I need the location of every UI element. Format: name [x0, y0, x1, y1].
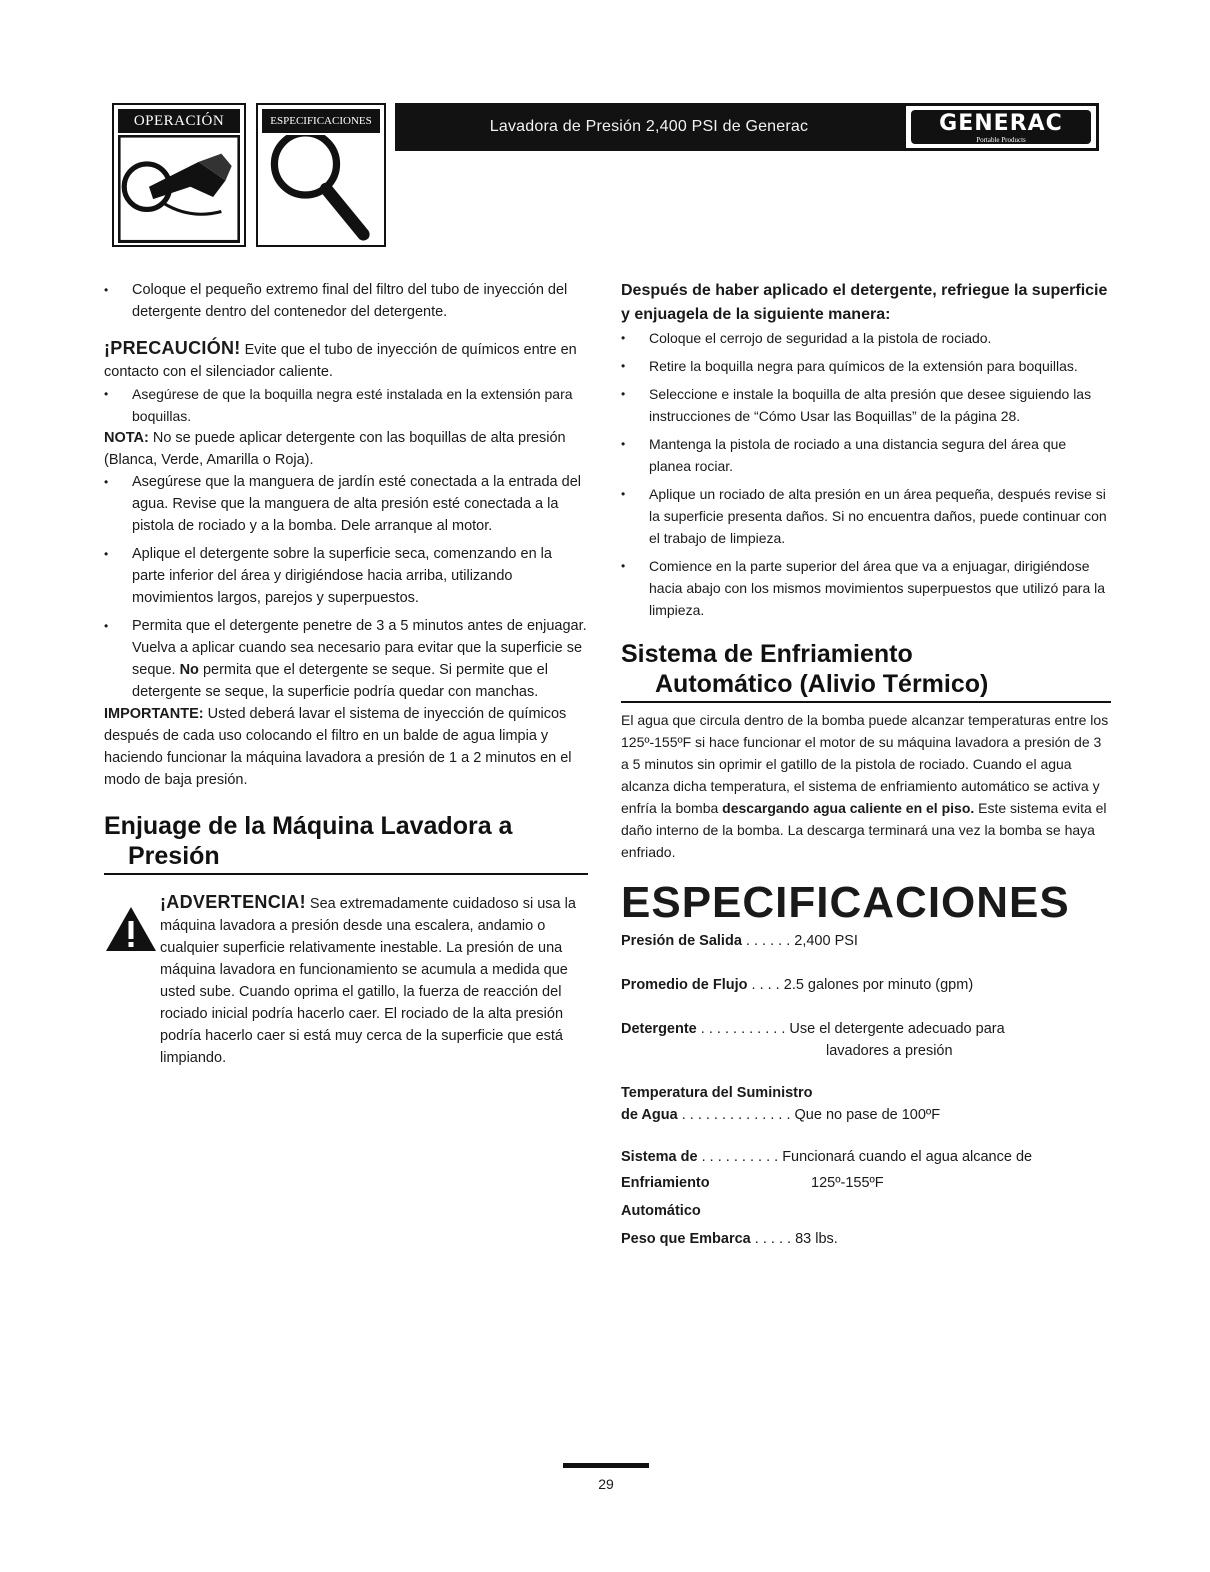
spec-peso — [621, 1225, 1111, 1253]
spec-label: Presión de Salida — [621, 933, 742, 949]
heading-line: Enjuage de la Máquina Lavadora a — [104, 812, 513, 840]
list-item-text: permita que el detergente se seque. Si permite que el detergente se seque, la superficie podría quedar con manchas. — [132, 662, 548, 700]
right-column — [621, 279, 1111, 1253]
spec-label: Sistema de — [621, 1149, 698, 1165]
caution-label: ¡PRECAUCIÓN! — [104, 338, 241, 358]
spec-presion-salida — [621, 929, 1111, 953]
cooling-text: El agua que circula dentro de la bomba puede alcanzar temperaturas entre los 125º-155ºF si hace funcionar el motor de su máquina lavadora a presión de 3 a 5 minutos sin oprimir el gatillo de la pistola de rociado. Cuando el agua alcanza dicha temperatura, el sistema de enfriamiento automático se activa y enfría la bomba — [621, 712, 1109, 816]
spec-label: Temperatura del Suministro — [621, 1085, 813, 1101]
cooling-text: Este sistema evita el daño interno de la bomba. La descarga terminará una vez la bomba se haya enfriado. — [621, 800, 1107, 860]
spec-sistema-cont — [621, 1169, 1111, 1197]
list-item: • Asegúrese de que la boquilla negra esté instalada en la extensión para boquillas. — [104, 383, 588, 427]
nota-paragraph — [104, 427, 588, 471]
spec-promedio-flujo — [621, 973, 1111, 997]
spec-value: 2.5 galones por minuto (gpm) — [783, 977, 974, 993]
page-number: 29 — [598, 1476, 614, 1492]
list-item: • Aplique un rociado de alta presión en un área pequeña, después revise si la superficie presenta daños. Si no encuentra daños, puede continuar con el trabajo de limpieza. — [621, 483, 1111, 549]
spec-temperatura — [621, 1081, 1111, 1105]
spec-label: de Agua — [621, 1107, 678, 1123]
list-item: • Coloque el cerrojo de seguridad a la pistola de rociado. — [621, 327, 1111, 349]
list-item: • Comience en la parte superior del área que va a enjuagar, dirigiéndose hacia abajo con los mismos movimientos superpuestos que utilizó para la limpieza. — [621, 555, 1111, 621]
spec-value: 2,400 PSI — [794, 933, 858, 949]
spec-value: Que no pase de 100ºF — [794, 1107, 941, 1123]
spec-temperatura-cont — [621, 1105, 1111, 1125]
apply-steps-list — [104, 471, 588, 703]
importante-paragraph — [104, 703, 588, 791]
scrub-steps-list — [621, 327, 1111, 621]
spec-value: Funcionará cuando el agua alcance de — [782, 1149, 1033, 1165]
cooling-paragraph — [621, 709, 1111, 863]
document-title-bar: Lavadora de Presión 2,400 PSI de Generac — [395, 103, 903, 151]
spec-value: 83 lbs. — [795, 1231, 838, 1247]
spec-value: 125º-155ºF — [811, 1175, 884, 1191]
spec-value: Use el detergente adecuado para — [789, 1021, 1005, 1037]
list-item-text: Permita que el detergente penetre de 3 a 5 minutos antes de enjuagar. Vuelva a aplicar cuando sea necesario para evitar que la superficie se seque. — [132, 618, 587, 678]
spec-leader-dots: . . . . . . . . . . — [697, 1149, 783, 1165]
spec-label: Detergente — [621, 1021, 697, 1037]
list-item: • Asegúrese que la manguera de jardín esté conectada a la entrada del agua. Revise que la manguera de alta presión esté conectada a la pistola de rociado y a la bomba. Dele arranque al motor. — [104, 471, 588, 537]
caution-paragraph — [104, 337, 588, 383]
left-column — [104, 279, 588, 1069]
importante-label: IMPORTANTE: — [104, 706, 204, 722]
rinse-section-heading — [104, 811, 588, 875]
operacion-tab-icon — [112, 103, 246, 247]
list-item: • Mantenga la pistola de rociado a una distancia segura del área que planea rociar. — [621, 433, 1111, 477]
spec-detergente-cont: lavadores a presión — [826, 1043, 953, 1059]
heading-line: Automático (Alivio Térmico) — [655, 670, 989, 698]
especificaciones-tab-label: ESPECIFICACIONES — [262, 109, 380, 133]
magnifier-icon — [262, 135, 380, 243]
spec-leader-dots: . . . . . . — [741, 933, 795, 949]
spec-leader-dots: . . . . . . . . . . . . . . — [677, 1107, 795, 1123]
spray-gun-icon — [118, 135, 240, 243]
spec-leader-dots: . . . . . . . . . . . — [696, 1021, 790, 1037]
specs-table — [621, 929, 1111, 1253]
scrub-heading: Después de haber aplicado el detergente, refriegue la superficie y enjuagela de la siguiente manera: — [621, 282, 1108, 323]
list-item: • Seleccione e instale la boquilla de alta presión que desee siguiendo las instrucciones de “Cómo Usar las Boquillas” de la página 28. — [621, 383, 1111, 427]
spec-label: Promedio de Flujo — [621, 977, 748, 993]
spec-label: Automático — [621, 1203, 701, 1219]
nozzle-list — [104, 383, 588, 427]
list-item: • Aplique el detergente sobre la superficie seca, comenzando en la parte inferior del área y dirigiéndose hacia arriba, utilizando movimientos largos, parejos y superpuestos. — [104, 543, 588, 609]
page-number-bar — [563, 1463, 649, 1468]
logo-text: GENERAC — [939, 111, 1063, 136]
spec-sistema-cont2 — [621, 1197, 1111, 1225]
nota-text: No se puede aplicar detergente con las boquillas de alta presión (Blanca, Verde, Amarilla o Roja). — [104, 430, 566, 468]
spec-leader-dots: . . . . — [747, 977, 784, 993]
detergent-setup-list — [104, 279, 588, 323]
cooling-section-heading — [621, 639, 1111, 703]
warning-block — [104, 891, 588, 1069]
list-item — [104, 615, 588, 703]
importante-text: Usted deberá lavar el sistema de inyección de químicos después de cada uso colocando el filtro en un balde de agua limpia y haciendo funcionar la máquina lavadora a presión de 1 a 2 minutos en el modo de baja presión. — [104, 706, 572, 788]
caution-text: Evite que el tubo de inyección de químicos entre en contacto con el silenciador caliente. — [104, 342, 577, 380]
spec-label: Peso que Embarca — [621, 1231, 751, 1247]
warning-paragraph — [160, 891, 588, 1069]
spec-leader-dots: . . . . . — [750, 1231, 796, 1247]
emphasis-no: No — [179, 662, 199, 678]
nota-label: NOTA: — [104, 430, 149, 446]
heading-line: Presión — [128, 842, 220, 870]
list-item: • Coloque el pequeño extremo final del filtro del tubo de inyección del detergente dentro del contenedor del detergente. — [104, 279, 588, 323]
warning-triangle-icon — [104, 905, 158, 953]
cooling-emphasis: descargando agua caliente en el piso. — [722, 800, 975, 816]
heading-line: Sistema de Enfriamiento — [621, 640, 913, 668]
spec-label: Enfriamiento — [621, 1175, 710, 1191]
operacion-tab-label: OPERACIÓN — [118, 109, 240, 133]
specs-title: ESPECIFICACIONES — [621, 878, 1070, 927]
logo-subtitle: Portable Products — [976, 136, 1026, 144]
list-item: • Retire la boquilla negra para químicos de la extensión para boquillas. — [621, 355, 1111, 377]
warning-label: ¡ADVERTENCIA! — [160, 892, 306, 912]
warning-text: Sea extremadamente cuidadoso si usa la máquina lavadora a presión desde una escalera, andamio o cualquier superficie relativamente inestable. La presión de una máquina lavadora en funcionamiento se acumula a medida que usted sube. Cuando oprima el gatillo, la fuerza de reacción del rociado inicial podría hacerlo caer. El rociado de la alta presión podría hacerlo caer si está muy cerca de la superficie que está limpiando. — [160, 896, 576, 1066]
spec-detergente — [621, 1017, 1111, 1041]
especificaciones-tab-icon — [256, 103, 386, 247]
generac-logo — [903, 103, 1099, 151]
spec-sistema-enfriamiento — [621, 1145, 1111, 1169]
